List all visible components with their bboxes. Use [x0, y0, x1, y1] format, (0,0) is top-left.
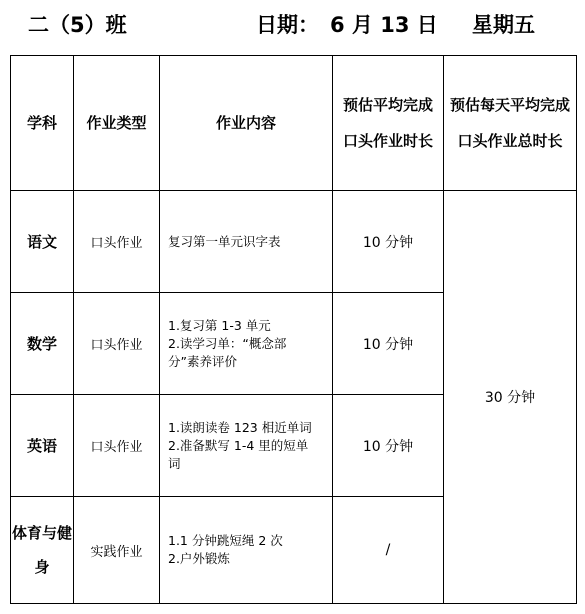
content-line: 复习第一单元识字表 — [168, 233, 281, 249]
content-cell — [160, 191, 333, 293]
class-name: 二（5）班 — [28, 13, 127, 37]
type-cell: 实践作业 — [74, 497, 160, 604]
header-daily-total: 预估每天平均完成口头作业总时长 — [444, 56, 577, 191]
content-cell — [160, 497, 333, 604]
duration-cell: / — [333, 497, 444, 604]
content-line: 2.准备默写 1-4 里的短单 — [168, 437, 309, 453]
content-line: 1.1 分钟跳短绳 2 次 — [168, 533, 283, 548]
content-line: 分”素养评价 — [168, 353, 237, 369]
homework-table — [10, 55, 577, 604]
type-cell: 口头作业 — [74, 191, 160, 293]
header-avg-time: 预估平均完成口头作业时长 — [333, 56, 444, 191]
subject-cell: 语文 — [11, 191, 74, 293]
date-value: 6 月 13 日 — [330, 13, 438, 37]
header-subject: 学科 — [11, 56, 74, 191]
type-cell: 口头作业 — [74, 293, 160, 395]
content-cell — [160, 293, 333, 395]
duration-cell: 10 分钟 — [333, 293, 444, 395]
duration-cell: 10 分钟 — [333, 395, 444, 497]
duration-cell: 10 分钟 — [333, 191, 444, 293]
weekday: 星期五 — [472, 13, 535, 37]
content-line: 1.读朗读卷 123 相近单词 — [168, 419, 312, 435]
header-type: 作业类型 — [74, 56, 160, 191]
content-line: 2.户外锻炼 — [168, 551, 230, 566]
content-line: 1.复习第 1-3 单元 — [168, 317, 271, 333]
date-label: 日期： — [256, 13, 319, 37]
header-content: 作业内容 — [160, 56, 333, 191]
content-cell — [160, 395, 333, 497]
daily-total-cell: 30 分钟 — [444, 191, 577, 604]
content-line: 词 — [168, 455, 181, 471]
table-row — [11, 191, 577, 293]
subject-cell: 数学 — [11, 293, 74, 395]
type-cell: 口头作业 — [74, 395, 160, 497]
table-header-row — [11, 56, 577, 191]
content-line: 2.读学习单：“概念部 — [168, 335, 287, 351]
page-header — [0, 0, 585, 54]
subject-cell: 体育与健身 — [11, 497, 74, 604]
subject-cell: 英语 — [11, 395, 74, 497]
